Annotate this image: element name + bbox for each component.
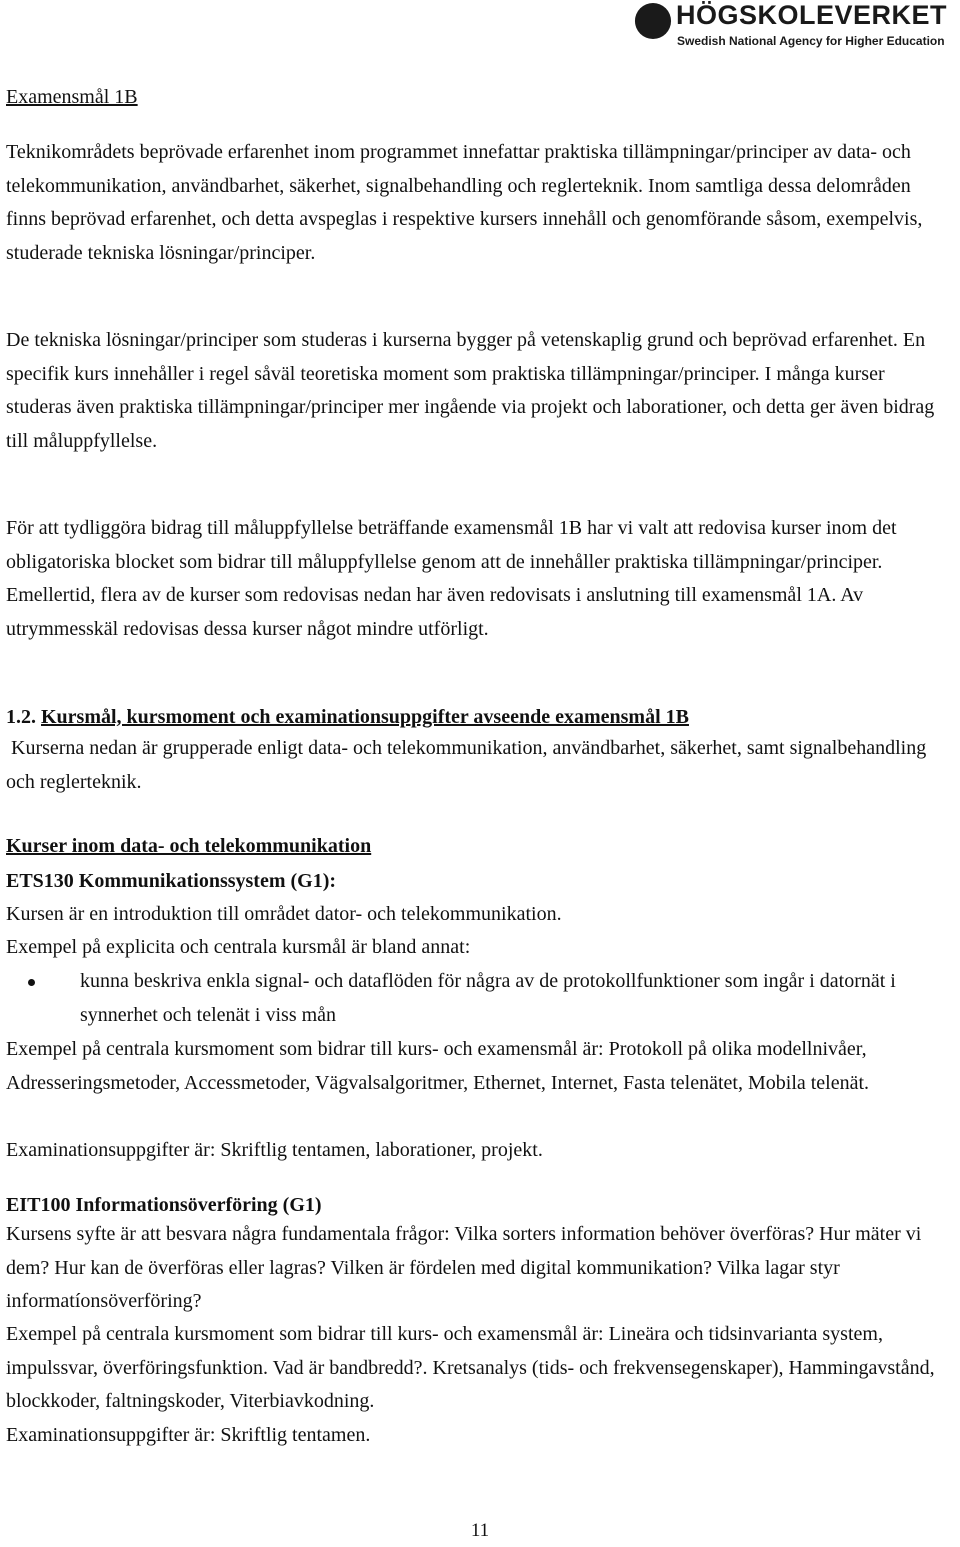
course-intro: Kursen är en introduktion till området dator- och telekommunikation.	[6, 903, 562, 925]
course-exams: Examinationsuppgifter är: Skriftlig tentamen, laborationer, projekt.	[6, 1139, 543, 1161]
course-title: ETS130 Kommunikationssystem (G1):	[6, 870, 337, 892]
agency-logo	[630, 0, 960, 52]
paragraph-2: De tekniska lösningar/principer som studeras i kurserna bygger på vetenskaplig grund och beprövad erfarenhet. En specifik kurs innehåller i regel såväl teoretiska moment som praktiska tillämpningar/principer. I många kurser studeras även praktiska tillämpningar/principer mer ingående via projekt och laborationer, och detta ger även bidrag till måluppfyllelse.	[6, 329, 935, 452]
course-intro: Kursens syfte är att besvara några fundamentala frågor: Vilka sorters information behöver överföras? Hur mäter vi dem? Hur kan de överföras eller lagras? Vilken är fördelen med digital kommunikation? Vilka lagar styr informatíonsöverföring?	[6, 1223, 922, 1312]
course-examples-label: Exempel på explicita och centrala kursmål är bland annat:	[6, 936, 471, 958]
paragraph-1: Teknikområdets beprövade erfarenhet inom programmet innefattar praktiska tillämpningar/principer av data- och telekommunikation, användbarhet, säkerhet, signalbehandling och reglerteknik. Inom samtliga dessa delområden finns beprövad erfarenhet, och detta avspeglas i respektive kursers innehåll och genomförande såsom, exempelvis, studerade tekniska lösningar/principer.	[6, 141, 923, 264]
course-goal-list	[6, 965, 951, 1032]
logo-subtitle: Swedish National Agency for Higher Education	[677, 34, 945, 48]
logo-emblem-icon	[634, 2, 672, 40]
list-item: kunna beskriva enkla signal- och dataflöden för några av de protokollfunktioner som ingår i datornät i synnerhet och telenät i viss mån	[6, 965, 951, 1032]
subsection-number: 1.2.	[6, 706, 36, 728]
course-title: EIT100 Informationsöverföring (G1)	[6, 1194, 322, 1216]
course-exams: Examinationsuppgifter är: Skriftlig tentamen.	[6, 1424, 371, 1446]
logo-name: HÖGSKOLEVERKET	[676, 0, 948, 30]
page-number: 11	[470, 1520, 490, 1541]
group-title: Kurser inom data- och telekommunikation	[6, 835, 372, 857]
section-title: Examensmål 1B	[6, 86, 138, 108]
bullet-icon	[28, 979, 35, 986]
course-moments: Exempel på centrala kursmoment som bidrar till kurs- och examensmål är: Lineära och tidsinvarianta system, impulssvar, överföringsfunktion. Vad är bandbredd?. Kretsanalys (tids- och frekvensegenskaper), Hammingavstånd, blockkoder, faltningskoder, Viterbiavkodning.	[6, 1323, 935, 1412]
course-moments: Exempel på centrala kursmoment som bidrar till kurs- och examensmål är: Protokoll på olika modellnivåer, Adresseringsmetoder, Accessmetoder, Vägvalsalgoritmer, Ethernet, Internet, Fasta telenätet, Mobila telenät.	[6, 1038, 870, 1094]
subsection-intro: Kurserna nedan är grupperade enligt data- och telekommunikation, användbarhet, säkerhet, samt signalbehandling och reglerteknik.	[6, 737, 927, 793]
subsection-title: Kursmål, kursmoment och examinationsuppgifter avseende examensmål 1B	[41, 706, 689, 728]
paragraph-3: För att tydliggöra bidrag till måluppfyllelse beträffande examensmål 1B har vi valt att redovisa kurser inom det obligatoriska blocket som bidrar till måluppfyllelse genom att de innehåller praktiska tillämpningar/principer. Emellertid, flera av de kurser som redovisas nedan har även redovisats i anslutning till examensmål 1A. Av utrymmesskäl redovisas dessa kurser något mindre utförligt.	[6, 517, 897, 640]
subsection-heading	[6, 701, 951, 735]
